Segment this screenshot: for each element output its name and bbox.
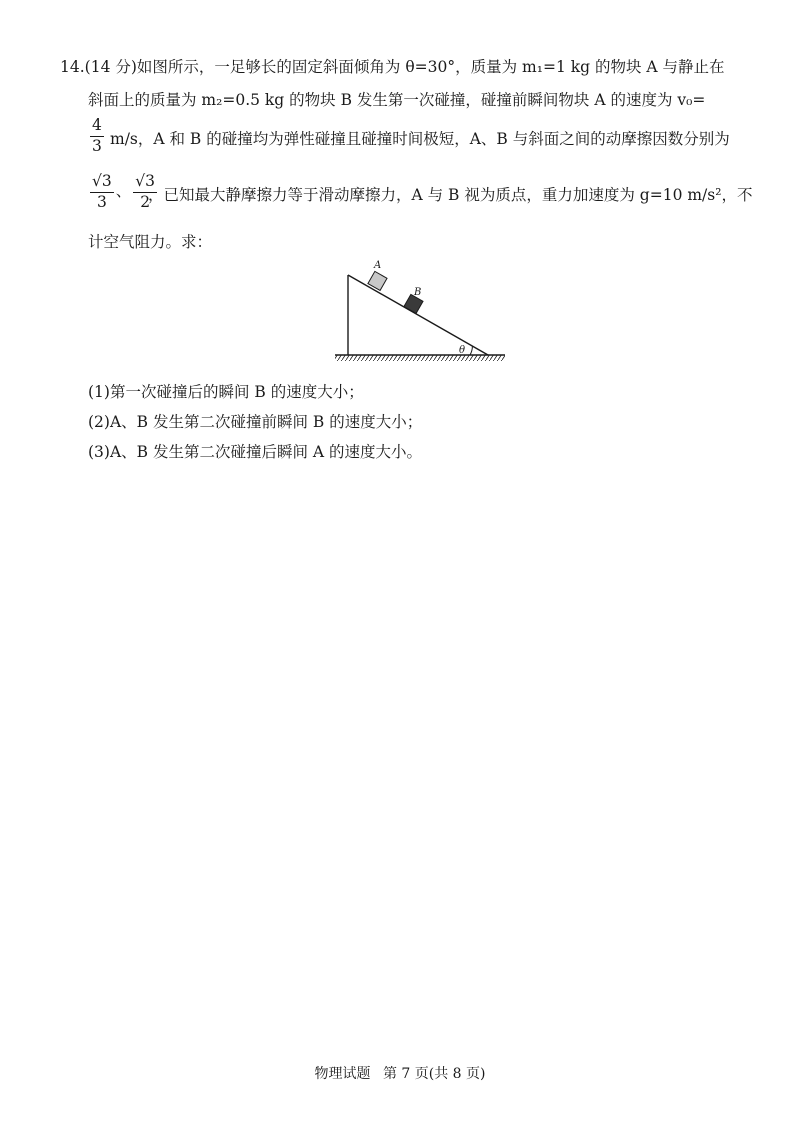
page-footer	[0, 1063, 800, 1083]
block-b-label: B	[414, 287, 422, 298]
mu2-numerator: √3	[133, 174, 157, 193]
question-3: (3)A、B 发生第二次碰撞后瞬间 A 的速度大小。	[88, 443, 423, 461]
problem-number: 14.	[60, 58, 85, 76]
mu1-denominator: 3	[96, 192, 107, 211]
question-1: (1)第一次碰撞后的瞬间 B 的速度大小；	[88, 383, 364, 401]
v0-numerator: 4	[90, 118, 104, 137]
mu2-denominator: 2	[140, 192, 151, 211]
problem-text-1: 如图所示，一足够长的固定斜面倾角为 θ=30°，质量为 m₁=1 kg 的物块 A 与静止在	[136, 58, 725, 76]
v0-denominator: 3	[92, 136, 102, 155]
v0-fraction	[90, 118, 104, 154]
ground-hatching	[335, 355, 505, 361]
problem-line-5	[88, 235, 212, 251]
footer-page-number: 第 7 页(共 8 页)	[382, 1066, 486, 1082]
problem-line-2	[88, 93, 705, 109]
mu1-numerator: √3	[90, 174, 114, 193]
block-a-label: A	[374, 260, 382, 271]
problem-line-1	[60, 60, 725, 76]
mu1-fraction	[90, 174, 114, 210]
problem-text-5: 计空气阻力。求：	[88, 233, 213, 251]
problem-text-4: ，已知最大静摩擦力等于滑动摩擦力，A 与 B 视为质点，重力加速度为 g=10 m/s²，不	[148, 186, 753, 204]
footer-subject: 物理试题	[314, 1066, 371, 1082]
problem-text-2: 斜面上的质量为 m₂=0.5 kg 的物块 B 发生第一次碰撞，碰撞前瞬间物块 A 的速度为 v₀=	[88, 91, 706, 109]
incline-figure	[330, 258, 510, 368]
problem-score: (14 分)	[84, 58, 137, 76]
angle-label: θ	[459, 345, 466, 356]
problem-text-3: m/s，A 和 B 的碰撞均为弹性碰撞且碰撞时间极短，A、B 与斜面之间的动摩擦因数分别为	[110, 130, 730, 148]
mu-separator: 、	[115, 182, 132, 200]
angle-arc	[470, 346, 472, 355]
question-2: (2)A、B 发生第二次碰撞前瞬间 B 的速度大小；	[88, 413, 423, 431]
